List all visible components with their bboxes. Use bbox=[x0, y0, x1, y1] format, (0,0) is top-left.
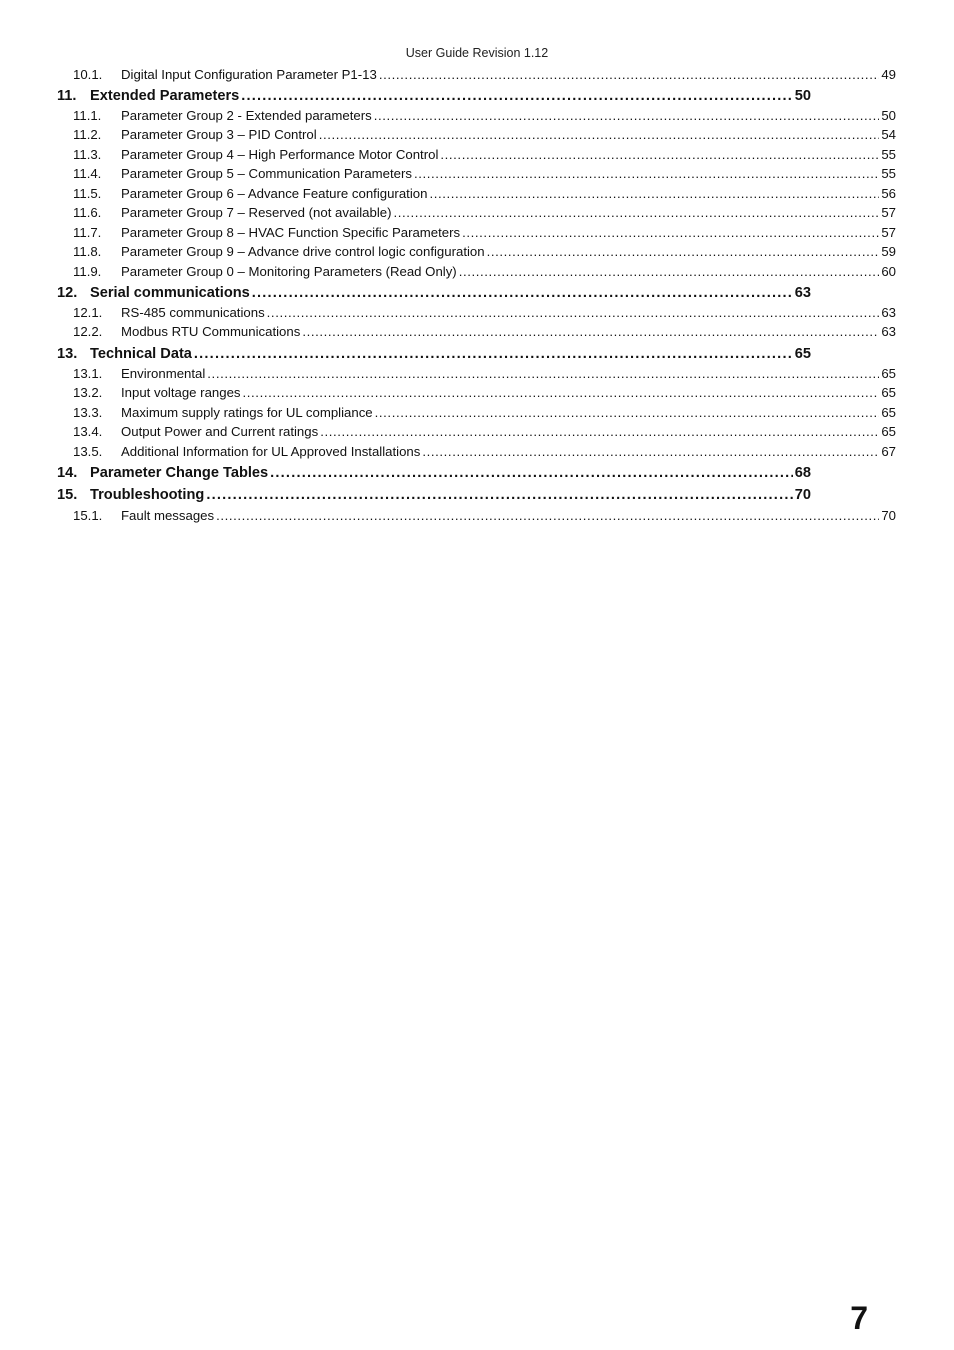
toc-subsection-entry[interactable] bbox=[73, 221, 896, 240]
toc-entry-title: Output Power and Current ratings bbox=[121, 424, 319, 439]
toc-subsection-entry[interactable] bbox=[73, 301, 896, 320]
toc-subsection-entry[interactable] bbox=[73, 362, 896, 381]
toc-subsection-entry[interactable] bbox=[73, 401, 896, 420]
toc-entry-page: 57 bbox=[881, 225, 896, 240]
toc-section-entry[interactable] bbox=[57, 341, 811, 362]
toc-dot-leader bbox=[267, 305, 880, 320]
toc-entry-title: Troubleshooting bbox=[90, 487, 205, 503]
toc-entry-number: 13.5. bbox=[73, 444, 103, 459]
toc-entry-page: 49 bbox=[881, 67, 896, 82]
toc-entry-page: 59 bbox=[881, 244, 896, 259]
toc-subsection-entry[interactable] bbox=[73, 260, 896, 279]
toc-subsection-entry[interactable] bbox=[73, 440, 896, 459]
toc-entry-title: Technical Data bbox=[90, 346, 192, 362]
toc-dot-leader bbox=[374, 108, 880, 123]
toc-entry-title: Parameter Group 2 - Extended parameters bbox=[121, 108, 372, 123]
toc-dot-leader bbox=[241, 88, 793, 104]
toc-entry-number: 12. bbox=[57, 285, 78, 301]
toc-entry-page: 65 bbox=[881, 385, 896, 400]
toc-dot-leader bbox=[462, 225, 879, 240]
toc-entry-number: 15.1. bbox=[73, 508, 103, 523]
toc-section-entry[interactable] bbox=[57, 460, 811, 481]
toc-subsection-entry[interactable] bbox=[73, 504, 896, 523]
toc-dot-leader bbox=[440, 147, 879, 162]
toc-entry-page: 55 bbox=[881, 147, 896, 162]
toc-entry-page: 70 bbox=[881, 508, 896, 523]
toc-entry-number: 10.1. bbox=[73, 67, 103, 82]
toc-entry-title: Extended Parameters bbox=[90, 88, 240, 104]
toc-subsection-entry[interactable] bbox=[73, 63, 896, 82]
toc-entry-title: Environmental bbox=[121, 366, 206, 381]
toc-dot-leader bbox=[487, 244, 880, 259]
toc-entry-page: 63 bbox=[794, 285, 811, 301]
toc-entry-number: 11.4. bbox=[73, 166, 102, 181]
toc-entry-number: 11.3. bbox=[73, 147, 102, 162]
toc-entry-title: Serial communications bbox=[90, 285, 250, 301]
toc-subsection-entry[interactable] bbox=[73, 381, 896, 400]
toc-subsection-entry[interactable] bbox=[73, 123, 896, 142]
toc-entry-title: Input voltage ranges bbox=[121, 385, 241, 400]
toc-entry-page: 63 bbox=[881, 305, 896, 320]
toc-entry-number: 11.6. bbox=[73, 205, 102, 220]
toc-entry-number: 11.9. bbox=[73, 264, 102, 279]
toc-entry-number: 11.8. bbox=[73, 244, 102, 259]
toc-entry-title: RS-485 communications bbox=[121, 305, 265, 320]
toc-entry-title: Parameter Group 0 – Monitoring Parameters (Read Only) bbox=[121, 264, 457, 279]
toc-entry-page: 65 bbox=[881, 405, 896, 420]
toc-entry-number: 13.4. bbox=[73, 424, 103, 439]
toc-dot-leader bbox=[207, 366, 879, 381]
toc-dot-leader bbox=[216, 508, 879, 523]
toc-entry-title: Parameter Group 7 – Reserved (not available) bbox=[121, 205, 392, 220]
toc-entry-number: 13.3. bbox=[73, 405, 103, 420]
toc-dot-leader bbox=[422, 444, 879, 459]
toc-entry-page: 63 bbox=[881, 324, 896, 339]
toc-entry-number: 13.1. bbox=[73, 366, 103, 381]
toc-dot-leader bbox=[319, 127, 880, 142]
toc-entry-title: Parameter Change Tables bbox=[90, 465, 269, 481]
toc-entry-page: 60 bbox=[881, 264, 896, 279]
toc-entry-number: 14. bbox=[57, 465, 78, 481]
toc-subsection-entry[interactable] bbox=[73, 182, 896, 201]
toc-entry-page: 57 bbox=[881, 205, 896, 220]
toc-dot-leader bbox=[243, 385, 880, 400]
toc-subsection-entry[interactable] bbox=[73, 143, 896, 162]
toc-entry-title: Parameter Group 9 – Advance drive control logic configuration bbox=[121, 244, 485, 259]
toc-entry-number: 11.1. bbox=[73, 108, 102, 123]
toc-entry-number: 15. bbox=[57, 487, 78, 503]
toc-entry-title: Parameter Group 3 – PID Control bbox=[121, 127, 317, 142]
toc-dot-leader bbox=[375, 405, 880, 420]
toc-entry-title: Parameter Group 6 – Advance Feature configuration bbox=[121, 186, 428, 201]
toc-entry-page: 65 bbox=[881, 366, 896, 381]
toc-entry-number: 12.2. bbox=[73, 324, 103, 339]
toc-entry-page: 55 bbox=[881, 166, 896, 181]
toc-section-entry[interactable] bbox=[57, 280, 811, 301]
toc-entry-number: 12.1. bbox=[73, 305, 103, 320]
toc-entry-title: Parameter Group 8 – HVAC Function Specific Parameters bbox=[121, 225, 461, 240]
toc-entry-page: 56 bbox=[881, 186, 896, 201]
page-number: 7 bbox=[850, 1300, 868, 1336]
toc-entry-page: 65 bbox=[794, 346, 811, 362]
toc-entry-page: 54 bbox=[881, 127, 896, 142]
toc-entry-page: 50 bbox=[794, 88, 811, 104]
toc-entry-page: 67 bbox=[881, 444, 896, 459]
toc-dot-leader bbox=[206, 487, 792, 503]
toc-subsection-entry[interactable] bbox=[73, 162, 896, 181]
toc-dot-leader bbox=[320, 424, 879, 439]
toc-dot-leader bbox=[414, 166, 879, 181]
toc-entry-number: 11. bbox=[57, 88, 77, 104]
toc-entry-title: Parameter Group 5 – Communication Parameters bbox=[121, 166, 412, 181]
toc-dot-leader bbox=[459, 264, 880, 279]
toc-subsection-entry[interactable] bbox=[73, 320, 896, 339]
toc-entry-title: Additional Information for UL Approved Installations bbox=[121, 444, 421, 459]
running-header: User Guide Revision 1.12 bbox=[405, 46, 549, 60]
toc-entry-title: Maximum supply ratings for UL compliance bbox=[121, 405, 373, 420]
toc-dot-leader bbox=[429, 186, 879, 201]
toc-entry-title: Fault messages bbox=[121, 508, 215, 523]
toc-entry-number: 11.5. bbox=[73, 186, 102, 201]
toc-dot-leader bbox=[393, 205, 879, 220]
toc-entry-title: Parameter Group 4 – High Performance Motor Control bbox=[121, 147, 439, 162]
toc-dot-leader bbox=[270, 465, 793, 481]
toc-entry-title: Modbus RTU Communications bbox=[121, 324, 301, 339]
toc-section-entry[interactable] bbox=[57, 83, 811, 104]
toc-subsection-entry[interactable] bbox=[73, 201, 896, 220]
toc-section-entry[interactable] bbox=[57, 482, 811, 503]
toc-entry-page: 50 bbox=[881, 108, 896, 123]
toc-entry-page: 70 bbox=[794, 487, 811, 503]
toc-entry-number: 13. bbox=[57, 346, 78, 362]
toc-subsection-entry[interactable] bbox=[73, 420, 896, 439]
toc-entry-number: 13.2. bbox=[73, 385, 103, 400]
toc-entry-number: 11.2. bbox=[73, 127, 102, 142]
toc-subsection-entry[interactable] bbox=[73, 240, 896, 259]
toc-dot-leader bbox=[302, 324, 879, 339]
toc-dot-leader bbox=[379, 67, 879, 82]
toc-dot-leader bbox=[194, 346, 793, 362]
toc-entry-title: Digital Input Configuration Parameter P1-13 bbox=[121, 67, 377, 82]
toc-entry-page: 65 bbox=[881, 424, 896, 439]
toc-dot-leader bbox=[252, 285, 793, 301]
toc-entry-page: 68 bbox=[794, 465, 811, 481]
toc-entry-number: 11.7. bbox=[73, 225, 102, 240]
toc-subsection-entry[interactable] bbox=[73, 104, 896, 123]
